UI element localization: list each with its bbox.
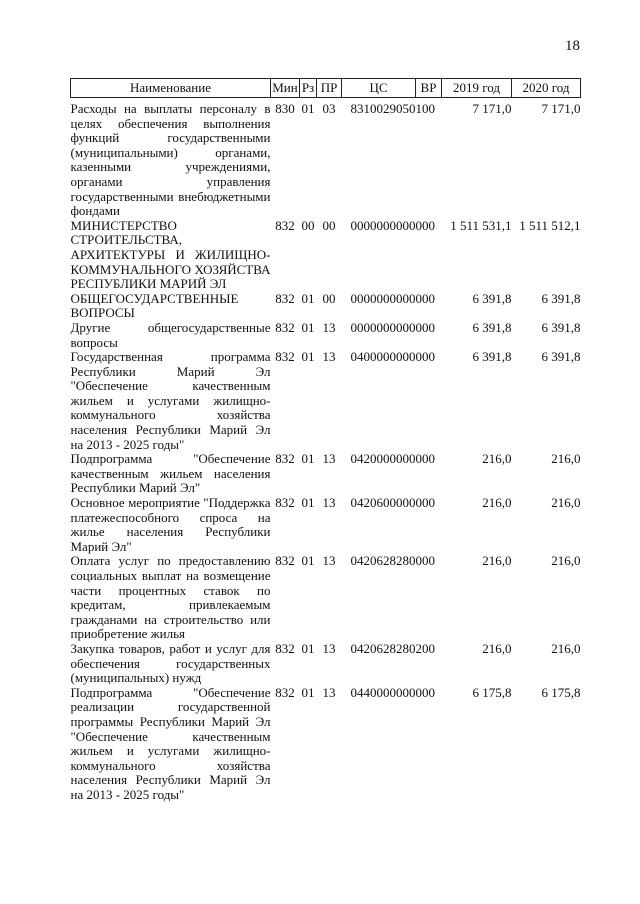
row-cs: 0000000000 (350, 217, 416, 233)
row-vr: 000 (415, 495, 435, 511)
row-2019: 6 391,8 (472, 319, 512, 335)
table-header-row (71, 79, 581, 98)
row-rz: 01 (301, 349, 315, 365)
row-rz: 01 (301, 553, 315, 569)
row-2020: 216,0 (551, 451, 581, 467)
row-2019: 6 391,8 (472, 349, 512, 365)
row-2020: 216,0 (551, 553, 581, 569)
row-vr: 000 (415, 684, 435, 700)
row-rz: 01 (301, 495, 315, 511)
row-name: Подпрограмма "Обеспечение реализации государственной программы Республики Марий Эл "Обеспечение качественным жильем и услугами жилищно-коммунального хозяйства населения Республики Марий Эл на 2013 - 2025 годы" (70, 684, 271, 802)
row-rz: 01 (301, 451, 315, 467)
table-row (71, 219, 581, 292)
header-pr: ПР (317, 79, 342, 98)
row-vr: 000 (415, 290, 435, 306)
row-min: 832 (275, 495, 295, 511)
row-2020: 6 391,8 (541, 319, 581, 335)
row-vr: 000 (415, 451, 435, 467)
table-row (71, 98, 581, 219)
row-pr: 13 (322, 349, 336, 365)
row-min: 832 (275, 290, 295, 306)
row-vr: 000 (415, 217, 435, 233)
row-pr: 00 (322, 290, 336, 306)
table-row (71, 554, 581, 642)
row-2019: 6 175,8 (472, 684, 512, 700)
row-pr: 13 (322, 319, 336, 335)
row-pr: 13 (322, 684, 336, 700)
row-cs: 0420600000 (350, 495, 416, 511)
row-2020: 1 511 512,1 (519, 217, 581, 233)
table-row (71, 686, 581, 803)
header-2020: 2020 год (512, 79, 581, 98)
header-2019: 2019 год (442, 79, 512, 98)
budget-table (70, 78, 581, 803)
row-cs: 8310029050 (350, 101, 416, 116)
row-cs: 0000000000 (350, 319, 416, 335)
row-cs: 0000000000 (350, 290, 416, 306)
row-min: 832 (275, 451, 295, 467)
row-pr: 03 (322, 101, 336, 116)
row-name: Подпрограмма "Обеспечение качественным жильем населения Республики Марий Эл" (70, 451, 271, 496)
row-2019: 1 511 531,1 (450, 217, 512, 233)
row-pr: 13 (322, 640, 336, 656)
row-2019: 6 391,8 (472, 290, 512, 306)
row-vr: 000 (415, 319, 435, 335)
row-rz: 01 (301, 319, 315, 335)
row-vr: 000 (415, 553, 435, 569)
row-rz: 01 (301, 101, 315, 116)
row-cs: 0400000000 (350, 349, 416, 365)
row-pr: 13 (322, 553, 336, 569)
row-rz: 01 (301, 290, 315, 306)
table-row (71, 350, 581, 452)
row-min: 832 (275, 684, 295, 700)
row-2020: 6 175,8 (541, 684, 581, 700)
row-name: Оплата услуг по предоставлению социальных выплат на возмещение части процентных ставок по кредитам, привлекаемым гражданами на строительство или приобретение жилья (70, 553, 271, 642)
row-2020: 6 391,8 (541, 290, 581, 306)
header-cs: ЦС (342, 79, 416, 98)
row-2019: 216,0 (482, 451, 512, 467)
table-row (71, 292, 581, 321)
row-cs: 0420628280 (350, 640, 416, 656)
row-name: Другие общегосударственные вопросы (70, 319, 271, 350)
table-row (71, 642, 581, 686)
table-row (71, 496, 581, 554)
row-2019: 7 171,0 (472, 101, 512, 116)
row-2020: 7 171,0 (541, 101, 581, 116)
row-pr: 13 (322, 451, 336, 467)
row-pr: 00 (322, 217, 336, 233)
page-number: 18 (565, 38, 580, 54)
row-name: Расходы на выплаты персоналу в целях обеспечения выполнения функций государственными (муниципальными) органами, казенными учреждениями, органами управления государственными внебюджетными фондами (70, 101, 271, 219)
row-vr: 100 (415, 101, 435, 116)
row-name: Государственная программа Республики Марий Эл "Обеспечение качественным жильем и услугами жилищно-коммунального хозяйства населения Республики Марий Эл на 2013 - 2025 годы" (70, 349, 271, 452)
row-pr: 13 (322, 495, 336, 511)
row-2020: 6 391,8 (541, 349, 581, 365)
row-min: 832 (275, 640, 295, 656)
row-name: Закупка товаров, работ и услуг для обеспечения государственных (муниципальных) нужд (70, 640, 271, 686)
row-2020: 216,0 (551, 495, 581, 511)
row-min: 830 (275, 101, 295, 116)
table-row (71, 321, 581, 350)
row-rz: 01 (301, 640, 315, 656)
table-row (71, 452, 581, 496)
row-rz: 00 (301, 217, 315, 233)
row-cs: 0440000000 (350, 684, 416, 700)
row-min: 832 (275, 349, 295, 365)
row-cs: 0420628280 (350, 553, 416, 569)
header-min: Мин (271, 79, 300, 98)
row-2019: 216,0 (482, 640, 512, 656)
row-name: МИНИСТЕРСТВО СТРОИТЕЛЬСТВА, АРХИТЕКТУРЫ И ЖИЛИЩНО-КОММУНАЛЬНОГО ХОЗЯЙСТВА РЕСПУБЛИКИ МАРИЙ ЭЛ (70, 217, 271, 292)
row-2019: 216,0 (482, 495, 512, 511)
header-name: Наименование (71, 79, 271, 98)
row-vr: 200 (415, 640, 435, 656)
row-min: 832 (275, 553, 295, 569)
header-rz: Рз (300, 79, 317, 98)
row-rz: 01 (301, 684, 315, 700)
row-2020: 216,0 (551, 640, 581, 656)
row-name: Основное мероприятие "Поддержка платежеспособного спроса на жилье населения Республики Марий Эл" (70, 495, 271, 554)
header-vr: ВР (416, 79, 442, 98)
row-cs: 0420000000 (350, 451, 416, 467)
row-2019: 216,0 (482, 553, 512, 569)
row-vr: 000 (415, 349, 435, 365)
row-min: 832 (275, 217, 295, 233)
row-name: ОБЩЕГОСУДАРСТВЕННЫЕ ВОПРОСЫ (70, 290, 239, 321)
row-min: 832 (275, 319, 295, 335)
